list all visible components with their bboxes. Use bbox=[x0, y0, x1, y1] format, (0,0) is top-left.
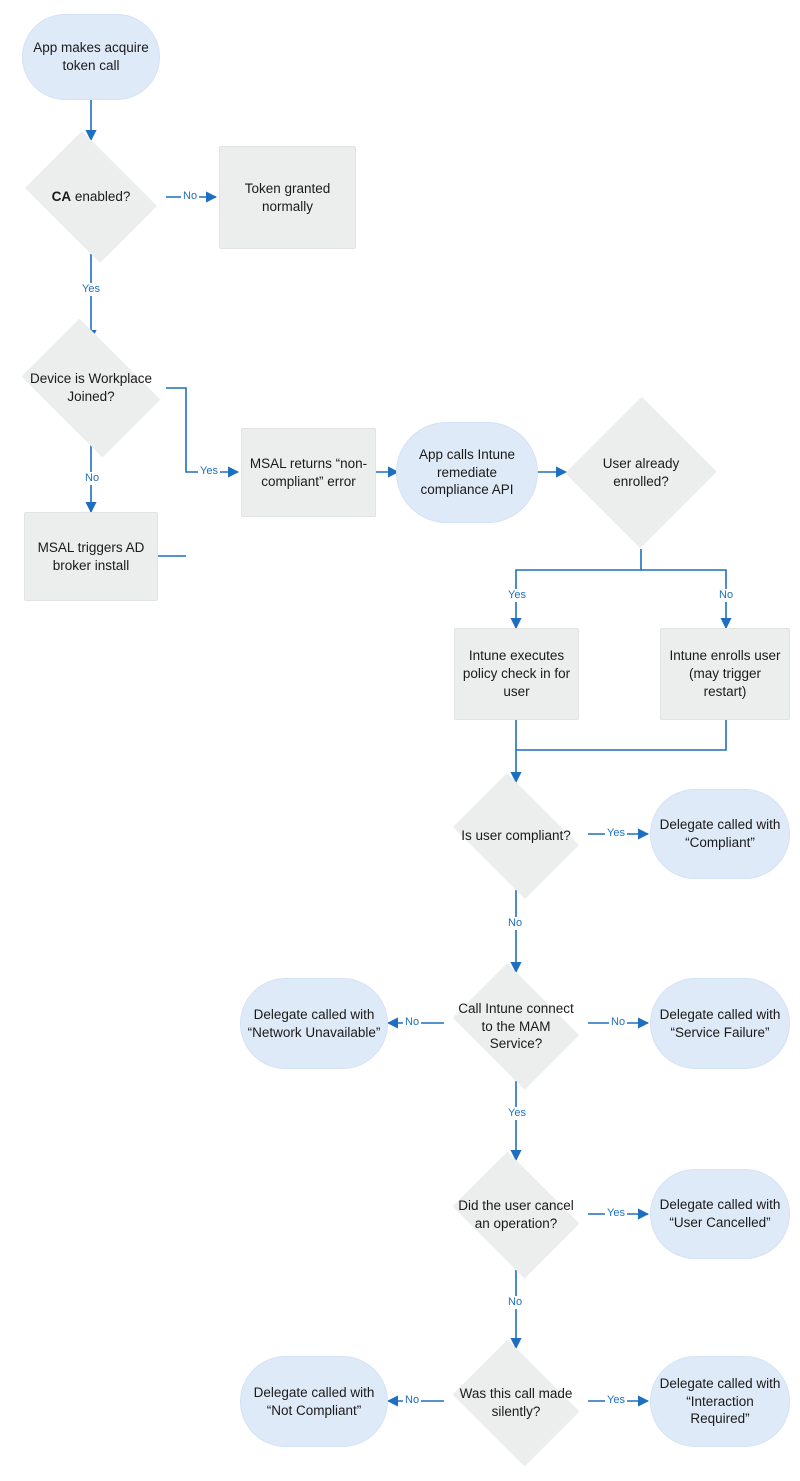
node-made-silently-decision bbox=[444, 1348, 588, 1458]
node-label-prefix: CA bbox=[51, 189, 72, 205]
node-app-calls-intune-remediate-api bbox=[396, 422, 538, 523]
edge-label-cancel-yes: Yes bbox=[607, 1207, 625, 1219]
node-delegate-interaction-required bbox=[650, 1356, 790, 1447]
node-delegate-not-compliant bbox=[240, 1356, 388, 1447]
node-delegate-service-failure bbox=[650, 978, 790, 1069]
node-user-already-enrolled-decision bbox=[566, 396, 716, 549]
edge-label-silent-yes: Yes bbox=[607, 1394, 625, 1406]
edge-label-mam-yes: Yes bbox=[508, 1107, 526, 1119]
node-intune-enrolls-user bbox=[660, 628, 790, 720]
node-label: Delegate called with “Not Compliant” bbox=[253, 1384, 375, 1418]
node-token-granted-normally bbox=[219, 146, 356, 249]
node-label: Delegate called with “Compliant” bbox=[659, 817, 781, 850]
node-label: Delegate called with “User Cancelled” bbox=[659, 1197, 781, 1230]
node-label: Token granted normally bbox=[244, 180, 331, 214]
node-label: Call Intune connect to the MAM Service? bbox=[458, 1000, 574, 1052]
edge-label-compliant-no: No bbox=[508, 917, 523, 929]
node-msal-returns-noncompliant-error bbox=[241, 428, 376, 517]
edge-label-ca-no: No bbox=[183, 190, 198, 202]
node-label: User already enrolled? bbox=[602, 455, 680, 489]
node-label bbox=[44, 188, 139, 206]
node-label: Delegate called with “Network Unavailable” bbox=[247, 1006, 381, 1040]
edge-label-ca-yes: Yes bbox=[82, 283, 100, 295]
node-msal-triggers-broker-install bbox=[24, 512, 158, 601]
node-label: MSAL triggers AD broker install bbox=[37, 539, 145, 573]
node-label: Was this call made silently? bbox=[459, 1386, 573, 1419]
node-delegate-user-cancelled bbox=[650, 1169, 790, 1259]
node-delegate-compliant bbox=[650, 789, 790, 879]
node-label: App calls Intune remediate compliance API bbox=[418, 446, 516, 498]
node-ca-enabled-decision bbox=[16, 140, 166, 254]
edge-label-compliant-yes: Yes bbox=[607, 827, 625, 839]
node-label: MSAL returns “non-compliant” error bbox=[249, 455, 368, 489]
node-label: Intune executes policy check in for user bbox=[462, 648, 571, 699]
node-app-makes-acquire-token-call bbox=[22, 14, 160, 100]
edge-label-wpj-no: No bbox=[85, 472, 100, 484]
edge-label-cancel-no: No bbox=[508, 1296, 523, 1308]
edge-label-wpj-yes: Yes bbox=[200, 465, 218, 477]
edge-label-mam-no-right: No bbox=[611, 1016, 626, 1028]
node-delegate-network-unavailable bbox=[240, 978, 388, 1069]
edge-label-mam-no-left: No bbox=[405, 1016, 420, 1028]
node-intune-executes-policy-check bbox=[454, 628, 579, 720]
node-label-suffix: enabled? bbox=[71, 189, 131, 205]
node-label: Is user compliant? bbox=[461, 828, 571, 844]
node-label: Intune enrolls user (may trigger restart) bbox=[669, 648, 781, 699]
node-device-workplace-joined-decision bbox=[10, 330, 172, 446]
node-label: Device is Workplace Joined? bbox=[29, 371, 153, 404]
node-is-user-compliant-decision bbox=[444, 782, 588, 890]
edge-label-silent-no: No bbox=[405, 1394, 420, 1406]
node-label: Delegate called with “Service Failure” bbox=[659, 1006, 781, 1040]
edge-label-enrolled-yes: Yes bbox=[508, 589, 526, 601]
node-label: App makes acquire token call bbox=[33, 40, 149, 73]
node-label: Did the user cancel an operation? bbox=[458, 1198, 574, 1231]
node-call-intune-mam-decision bbox=[444, 972, 588, 1081]
node-label: Delegate called with “Interaction Required” bbox=[659, 1375, 781, 1427]
node-did-user-cancel-decision bbox=[444, 1160, 588, 1270]
edge-label-enrolled-no: No bbox=[719, 589, 734, 601]
